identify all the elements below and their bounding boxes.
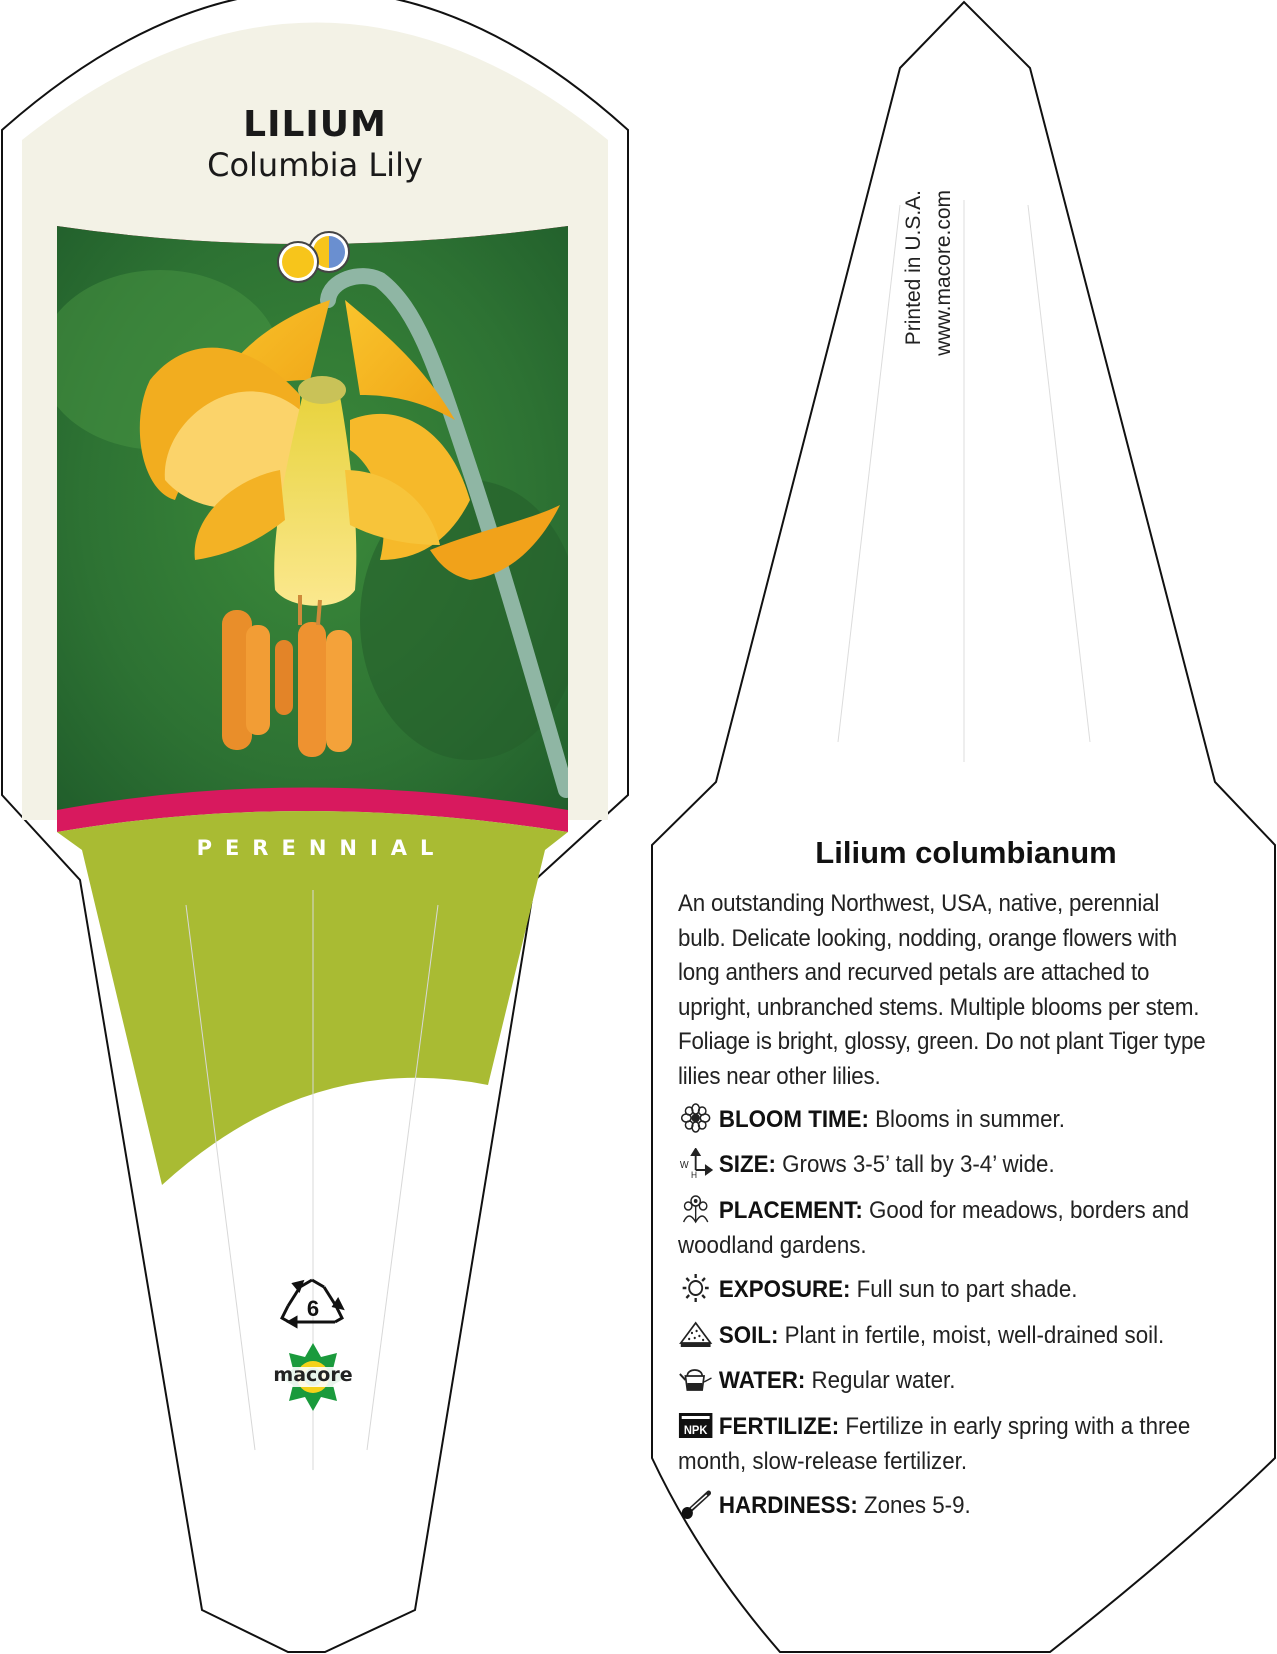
care-hardiness — [678, 1489, 1236, 1524]
care-label: WATER: — [718, 1367, 806, 1394]
common-name: Columbia Lily — [207, 146, 423, 184]
care-text: Fertilize in early spring with a three month, slow-release fertilizer. — [678, 1413, 1191, 1475]
care-text: Plant in fertile, moist, well-drained soil. — [784, 1322, 1165, 1349]
size-icon-w: W — [679, 1159, 689, 1172]
category-label: PERENNIAL — [196, 836, 447, 860]
sun-icon — [678, 1273, 713, 1303]
care-placement — [678, 1194, 1236, 1263]
printed-info — [899, 190, 979, 390]
lily-photo — [40, 226, 580, 836]
care-label: SIZE: — [718, 1151, 776, 1178]
botanical-name: Lilium columbianum — [815, 835, 1117, 870]
npk-text: NPK — [683, 1424, 708, 1438]
care-text: Regular water. — [811, 1367, 956, 1394]
care-label: SOIL: — [718, 1322, 779, 1349]
care-text: Blooms in summer. — [875, 1106, 1065, 1133]
size-icon-h: H — [691, 1169, 698, 1178]
description: An outstanding Northwest, USA, native, perennial bulb. Delicate looking, nodding, orange flowers with long anthers and recurved petals are attached to upright, unbranched stems. Multiple blooms per stem. Foliage is bright, glossy, green. Do not plant Tiger type lilies near other lilies. — [678, 890, 1206, 1090]
care-label: FERTILIZE: — [718, 1413, 840, 1440]
genus-name: LILIUM — [243, 104, 387, 145]
care-exposure — [678, 1273, 1236, 1308]
care-label: BLOOM TIME: — [718, 1106, 869, 1133]
flower-icon — [678, 1103, 713, 1133]
printed-url: www.macore.com — [932, 190, 955, 356]
care-text: Grows 3-5’ tall by 3-4’ wide. — [782, 1151, 1055, 1178]
care-text: Full sun to part shade. — [856, 1276, 1078, 1303]
care-label: HARDINESS: — [718, 1492, 858, 1519]
watering-can-icon — [678, 1364, 713, 1394]
soil-pile-icon — [678, 1319, 713, 1349]
thermometer-icon — [678, 1489, 713, 1519]
care-label: PLACEMENT: — [718, 1197, 863, 1224]
brand-logo-text: macore — [273, 1364, 353, 1386]
care-fertilize — [678, 1410, 1236, 1479]
npk-icon — [678, 1410, 713, 1440]
care-water — [678, 1364, 1236, 1399]
care-bloom-time — [678, 1103, 1236, 1138]
care-text: Zones 5-9. — [864, 1492, 971, 1519]
printed-country: Printed in U.S.A. — [902, 190, 925, 346]
placement-plants-icon — [678, 1194, 713, 1224]
care-label: EXPOSURE: — [718, 1276, 851, 1303]
recycle-code: 6 — [306, 1296, 320, 1321]
care-size — [678, 1148, 1236, 1183]
care-soil — [678, 1319, 1236, 1354]
care-text: Good for meadows, borders and woodland gardens. — [678, 1197, 1190, 1259]
size-arrows-icon — [678, 1148, 713, 1178]
